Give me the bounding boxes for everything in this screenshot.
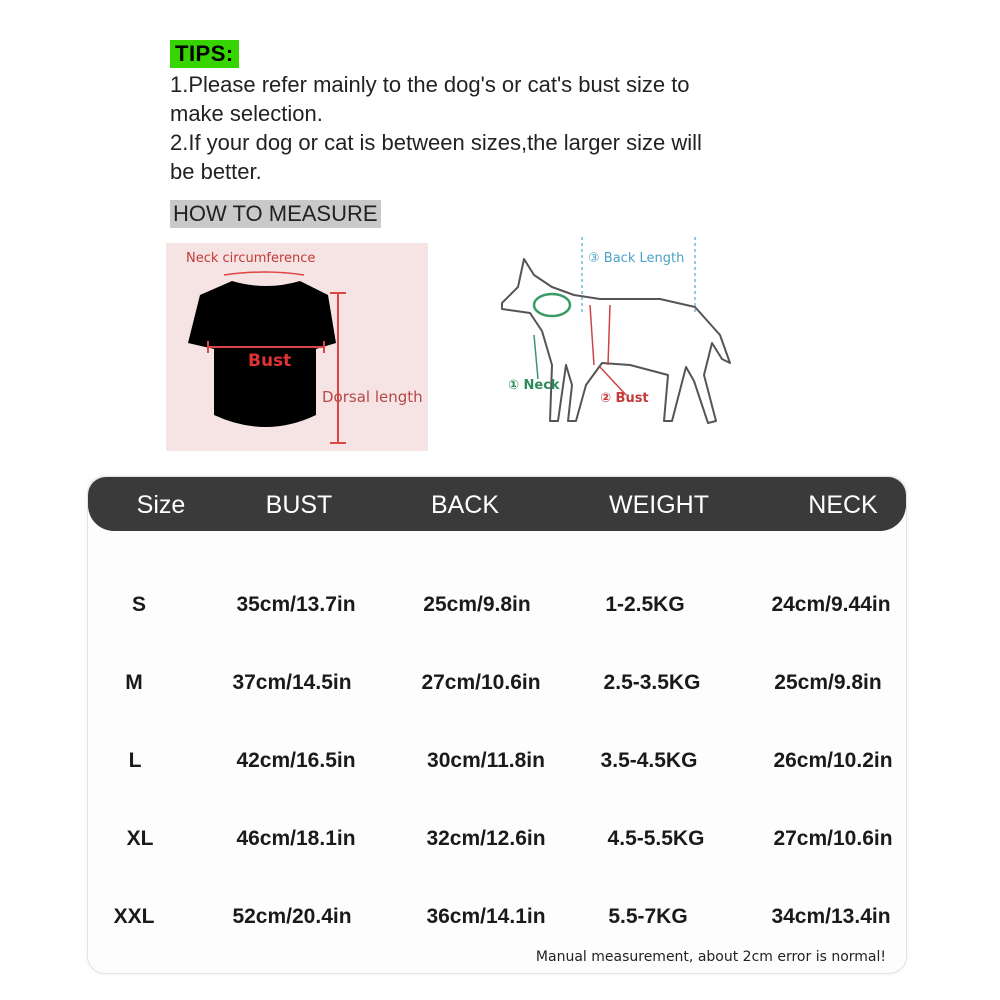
cell-size: S xyxy=(131,593,147,616)
cell-neck: 25cm/9.8in xyxy=(774,671,882,694)
shirt-bust-label: Bust xyxy=(248,351,292,371)
dog-bust-label: ② Bust xyxy=(600,391,649,406)
cell-size: M xyxy=(125,671,143,694)
cell-bust: 52cm/20.4in xyxy=(232,905,352,928)
size-chart-table xyxy=(87,476,907,974)
cell-neck: 26cm/10.2in xyxy=(773,749,893,772)
cell-neck: 34cm/13.4in xyxy=(771,905,891,928)
cell-back: 25cm/9.8in xyxy=(423,593,531,616)
tip-line-2: make selection. xyxy=(170,101,323,126)
cell-bust: 37cm/14.5in xyxy=(232,671,352,694)
header-neck: NECK xyxy=(808,491,878,519)
dog-illustration xyxy=(490,235,760,450)
cell-back: 30cm/11.8in xyxy=(427,749,545,772)
cell-back: 32cm/12.6in xyxy=(426,827,546,850)
cell-weight: 4.5-5.5KG xyxy=(607,827,705,850)
shirt-illustration xyxy=(166,243,428,451)
dog-neck-label: ① Neck xyxy=(508,378,560,393)
cell-size: XL xyxy=(126,827,154,850)
measurement-footnote: Manual measurement, about 2cm error is normal! xyxy=(535,949,886,965)
tip-line-3: 2.If your dog or cat is between sizes,the larger size will xyxy=(170,130,702,155)
header-weight: WEIGHT xyxy=(609,491,709,519)
table-row xyxy=(88,819,906,859)
neck-circumference-label: Neck circumference xyxy=(186,251,316,266)
tip-line-4: be better. xyxy=(170,159,262,184)
cell-neck: 24cm/9.44in xyxy=(771,593,891,616)
cell-weight: 1-2.5KG xyxy=(605,593,685,616)
header-back: BACK xyxy=(430,491,500,519)
table-row xyxy=(88,897,906,937)
cell-back: 27cm/10.6in xyxy=(421,671,541,694)
shirt-measure-diagram xyxy=(166,243,428,451)
table-row xyxy=(88,741,906,781)
cell-size: L xyxy=(128,749,142,772)
header-size: Size xyxy=(136,491,186,519)
cell-weight: 3.5-4.5KG xyxy=(600,749,698,772)
cell-neck: 27cm/10.6in xyxy=(773,827,893,850)
how-to-measure-heading: HOW TO MEASURE xyxy=(170,200,381,228)
cell-size: XXL xyxy=(113,905,155,928)
tip-line-1: 1.Please refer mainly to the dog's or cat's bust size to xyxy=(170,72,690,97)
cell-bust: 46cm/18.1in xyxy=(236,827,356,850)
table-row xyxy=(88,585,906,625)
cell-bust: 42cm/16.5in xyxy=(236,749,356,772)
cell-back: 36cm/14.1in xyxy=(426,905,546,928)
table-header xyxy=(88,477,906,531)
back-length-label: ③ Back Length xyxy=(588,251,685,266)
header-bust: BUST xyxy=(265,491,333,519)
cell-weight: 5.5-7KG xyxy=(608,905,688,928)
dog-measure-diagram xyxy=(490,235,760,450)
cell-bust: 35cm/13.7in xyxy=(236,593,356,616)
dorsal-length-label: Dorsal length xyxy=(322,388,423,406)
table-row xyxy=(88,663,906,703)
cell-weight: 2.5-3.5KG xyxy=(603,671,701,694)
tips-badge: TIPS: xyxy=(170,40,239,68)
